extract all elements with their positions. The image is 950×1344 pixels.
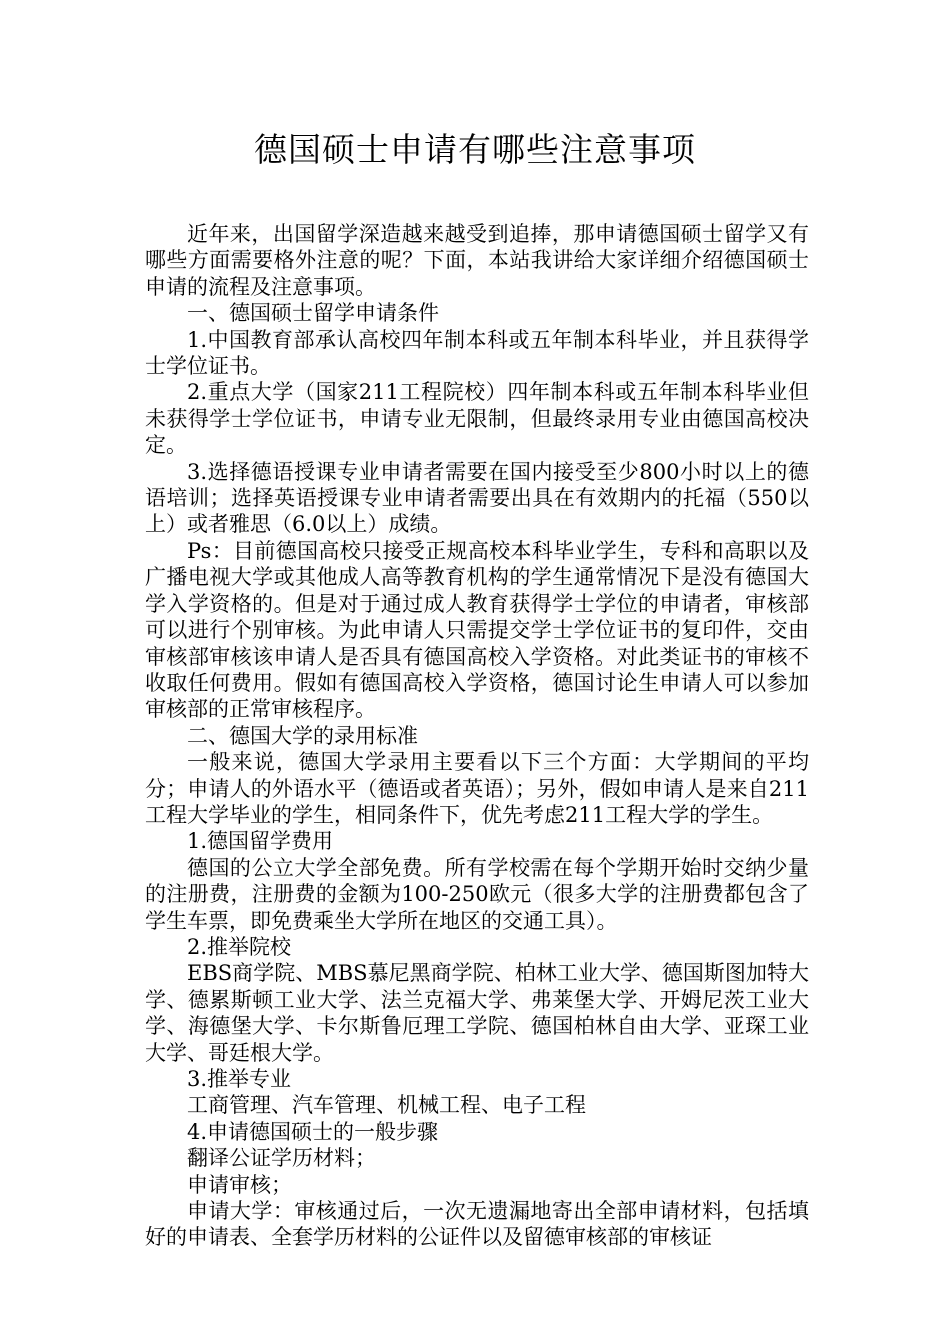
subsection-heading: 3.推举专业 — [187, 1067, 292, 1091]
document-body — [145, 221, 809, 1251]
subsection-heading: 2.推举院校 — [187, 934, 292, 959]
paragraph: 工商管理、汽车管理、机械工程、电子工程 — [187, 1093, 586, 1118]
section-heading: 二、德国大学的录用标准 — [187, 723, 418, 748]
paragraph: 申请大学：审核通过后，一次无遗漏地寄出全部申请材料，包括填好的申请表、全套学历材料的公证件以及留德审核部的审核证 — [145, 1199, 809, 1250]
subsection-heading: 4.申请德国硕士的一般步骤 — [187, 1119, 439, 1144]
paragraph: 德国的公立大学全部免费。所有学校需在每个学期开始时交纳少量的注册费，注册费的金额为100-250欧元（很多大学的注册费都包含了学生车票，即免费乘坐大学所在地区的交通工具）。 — [145, 855, 809, 933]
paragraph: EBS商学院、MBS慕尼黑商学院、柏林工业大学、德国斯图加特大学、德累斯顿工业大学、法兰克福大学、弗莱堡大学、开姆尼茨工业大学、海德堡大学、卡尔斯鲁厄理工学院、德国柏林自由大学、亚琛工业大学、哥廷根大学。 — [145, 961, 809, 1065]
paragraph: 翻译公证学历材料； — [187, 1146, 376, 1171]
paragraph: Ps：目前德国高校只接受正规高校本科毕业学生，专科和高职以及广播电视大学或其他成人高等教育机构的学生通常情况下是没有德国大学入学资格的。但是对于通过成人教育获得学士学位的申请者，审核部可以进行个别审核。为此申请人只需提交学士学位证书的复印件，交由审核部审核该申请人是否具有德国高校入学资格。对此类证书的审核不收取任何费用。假如有德国高校入学资格，德国讨论生申请人可以参加审核部的正常审核程序。 — [145, 538, 809, 722]
document-title: 德国硕士申请有哪些注意事项 — [254, 130, 696, 169]
paragraph: 申请审核； — [187, 1172, 292, 1197]
section-heading: 一、德国硕士留学申请条件 — [187, 301, 439, 326]
paragraph: 1.中国教育部承认高校四年制本科或五年制本科毕业，并且获得学士学位证书。 — [145, 327, 809, 379]
paragraph: 一般来说，德国大学录用主要看以下三个方面：大学期间的平均分；申请人的外语水平（德语或者英语）；另外，假如申请人是来自211工程大学毕业的学生，相同条件下，优先考虑211工程大学的学生。 — [145, 750, 809, 827]
paragraph: 2.重点大学（国家211工程院校）四年制本科或五年制本科毕业但未获得学士学位证书，申请专业无限制，但最终录用专业由德国高校决定。 — [145, 380, 809, 458]
paragraph: 近年来，出国留学深造越来越受到追捧，那申请德国硕士留学又有哪些方面需要格外注意的呢？下面，本站我讲给大家详细介绍德国硕士申请的流程及注意事项。 — [145, 222, 809, 299]
subsection-heading: 1.德国留学费用 — [187, 829, 334, 854]
paragraph: 3.选择德语授课专业申请者需要在国内接受至少800小时以上的德语培训；选择英语授课专业申请者需要出具在有效期内的托福（550以上）或者雅思（6.0以上）成绩。 — [145, 459, 809, 537]
